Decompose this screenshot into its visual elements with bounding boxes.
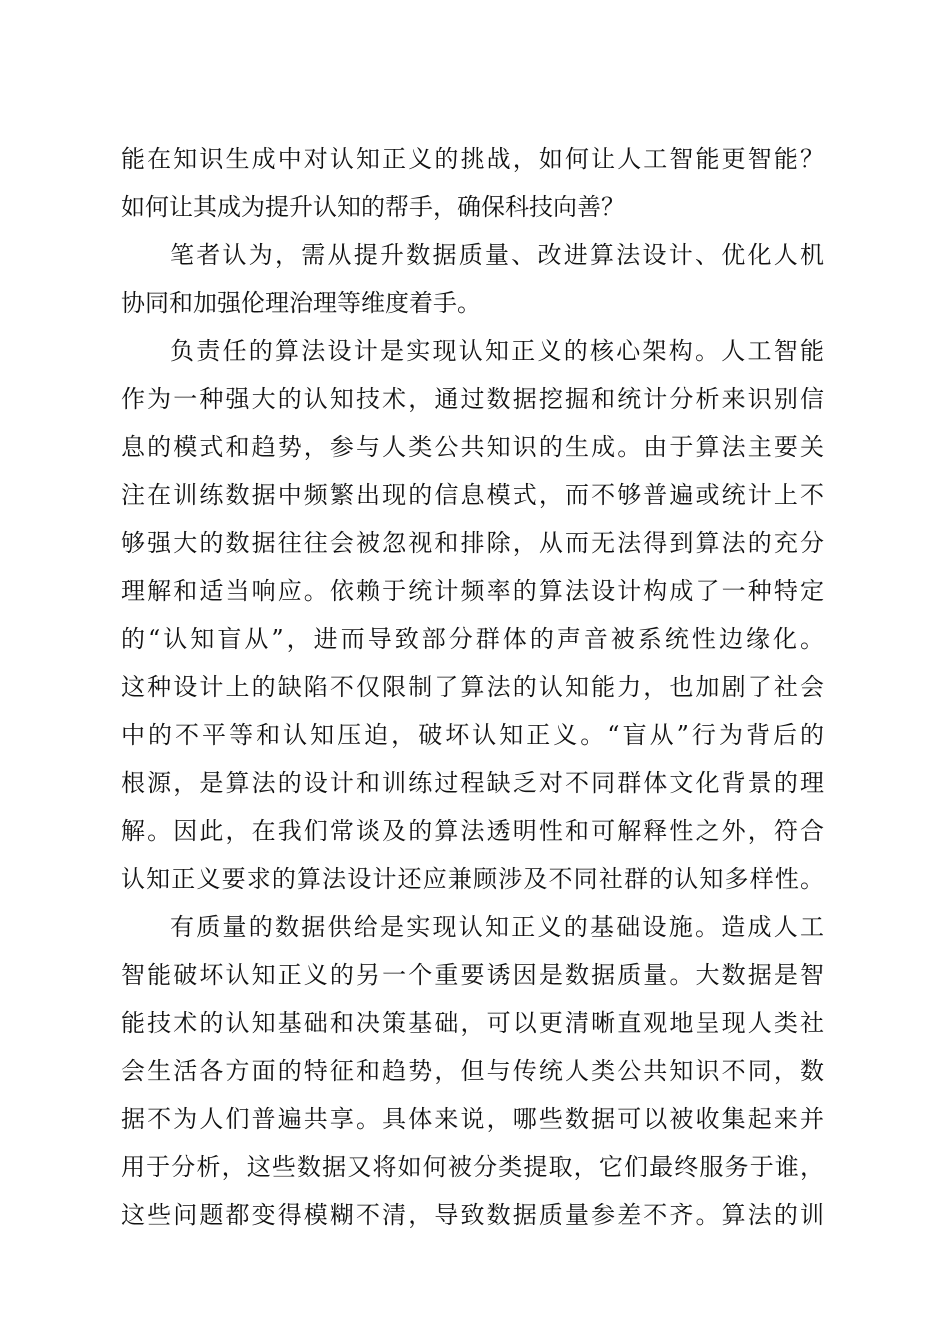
text-line: 会生活各方面的特征和趋势，但与传统人类公共知识不同，数 <box>121 1057 824 1085</box>
paragraph-start-line: 负责任的算法设计是实现认知正义的核心架构。人工智能 <box>170 337 824 365</box>
text-line: 认知正义要求的算法设计还应兼顾涉及不同社群的认知多样性。 <box>121 865 824 893</box>
paragraph-start-line: 笔者认为，需从提升数据质量、改进算法设计、优化人机 <box>170 241 824 269</box>
text-line: 能在知识生成中对认知正义的挑战，如何让人工智能更智能？ <box>121 145 824 173</box>
paragraph-start-line: 有质量的数据供给是实现认知正义的基础设施。造成人工 <box>170 913 824 941</box>
text-line: 如何让其成为提升认知的帮手，确保科技向善？ <box>121 193 625 221</box>
text-line: 作为一种强大的认知技术，通过数据挖掘和统计分析来识别信 <box>121 385 824 413</box>
text-line: 理解和适当响应。依赖于统计频率的算法设计构成了一种特定 <box>121 577 824 605</box>
text-line: 协同和加强伦理治理等维度着手。 <box>121 289 481 317</box>
text-line: 中的不平等和认知压迫，破坏认知正义。“盲从”行为背后的 <box>121 721 824 749</box>
text-line: 这种设计上的缺陷不仅限制了算法的认知能力，也加剧了社会 <box>121 673 824 701</box>
text-line: 够强大的数据往往会被忽视和排除，从而无法得到算法的充分 <box>121 529 824 557</box>
text-line: 注在训练数据中频繁出现的信息模式，而不够普遍或统计上不 <box>121 481 824 509</box>
text-line: 解。因此，在我们常谈及的算法透明性和可解释性之外，符合 <box>121 817 824 845</box>
text-line: 用于分析，这些数据又将如何被分类提取，它们最终服务于谁， <box>121 1153 824 1181</box>
text-line: 的“认知盲从”，进而导致部分群体的声音被系统性边缘化。 <box>121 625 824 653</box>
text-line: 息的模式和趋势，参与人类公共知识的生成。由于算法主要关 <box>121 433 824 461</box>
text-line: 这些问题都变得模糊不清，导致数据质量参差不齐。算法的训 <box>121 1201 824 1229</box>
text-line: 智能破坏认知正义的另一个重要诱因是数据质量。大数据是智 <box>121 961 824 989</box>
text-line: 能技术的认知基础和决策基础，可以更清晰直观地呈现人类社 <box>121 1009 824 1037</box>
text-line: 据不为人们普遍共享。具体来说，哪些数据可以被收集起来并 <box>121 1105 824 1133</box>
text-line: 根源，是算法的设计和训练过程缺乏对不同群体文化背景的理 <box>121 769 824 797</box>
